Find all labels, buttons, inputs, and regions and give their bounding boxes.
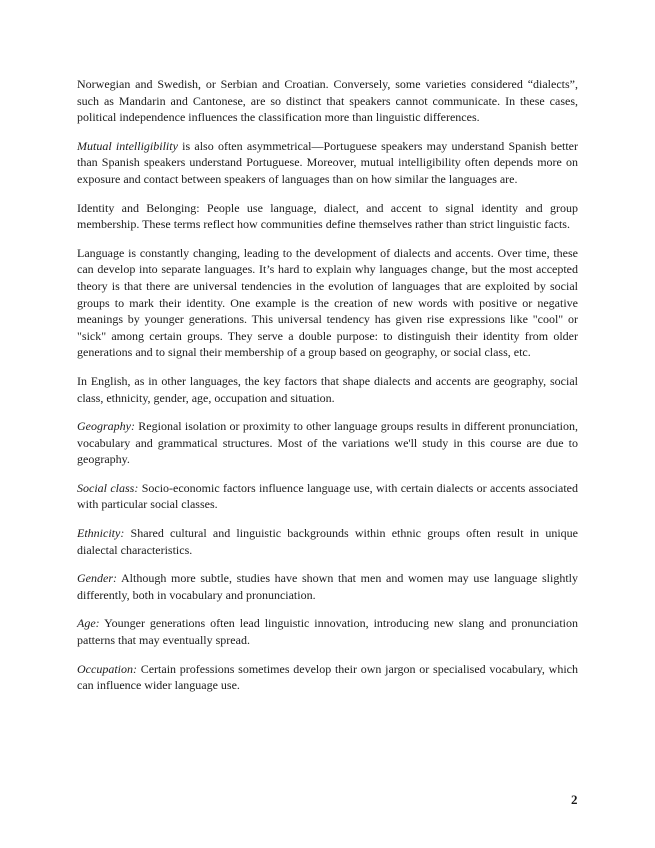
paragraph-continued-dialects — [77, 76, 578, 126]
term-label: Mutual intelligibility — [77, 138, 178, 153]
paragraph-gender — [77, 570, 578, 603]
term-label: Gender: — [77, 571, 117, 586]
paragraph-geography — [77, 418, 578, 468]
paragraph-mutual-intelligibility — [77, 138, 578, 188]
paragraph-ethnicity — [77, 525, 578, 558]
paragraph-text: Certain professions sometimes develop their own jargon or specialised vocabulary, which can influence wider language use. — [77, 661, 578, 693]
term-label: Occupation: — [77, 661, 137, 676]
paragraph-text: Although more subtle, studies have shown that men and women may use language slightly differently, both in vocabulary and pronunciation. — [77, 571, 578, 602]
page-number: 2 — [571, 792, 578, 807]
paragraph-text: In English, as in other languages, the key factors that shape dialects and accents are geography, social class, ethnicity, gender, age, occupation and situation. — [77, 373, 578, 405]
paragraph-social-class — [77, 480, 578, 513]
paragraph-text: Language is constantly changing, leading to the development of dialects and accents. Over time, these can develop into separate languages. It’s hard to explain why languages change, but the most accepted theory is that there are universal tendencies in the evolution of languages that are exploited by social groups to mark their identity. One example is the creation of new words with positive or negative meanings by younger generations. This universal tendency has given rise expressions like "cool" or "sick" among certain groups. They serve a double purpose: to distinguish their identity from older generations and to signal their membership of a group based on geography, or social class, etc. — [77, 245, 578, 360]
term-label: Ethnicity: — [77, 526, 125, 541]
paragraph-text: Norwegian and Swedish, or Serbian and Croatian. Conversely, some varieties considered “dialects”, such as Mandarin and Cantonese, are so distinct that speakers cannot communicate. In these cases, political independence influences the classification more than linguistic differences. — [77, 77, 578, 125]
term-label: Age: — [77, 616, 100, 631]
paragraph-identity-belonging — [77, 200, 578, 233]
paragraph-text: Younger generations often lead linguistic innovation, introducing new slang and pronunciation patterns that may eventually spread. — [77, 616, 578, 648]
paragraph-occupation — [77, 661, 578, 694]
term-label: Social class: — [77, 480, 139, 495]
paragraph-key-factors — [77, 373, 578, 406]
paragraph-text: Socio-economic factors influence language use, with certain dialects or accents associated with particular social classes. — [77, 480, 578, 512]
paragraph-text: is also often asymmetrical—Portuguese speakers may understand Spanish better than Spanish speakers understand Portuguese. Moreover, mutual intelligibility often depends more on exposure and contact between speakers of languages than on how similar the languages are. — [77, 138, 579, 186]
document-body — [77, 76, 578, 706]
paragraph-language-change — [77, 245, 578, 361]
term-label: Geography: — [77, 419, 135, 434]
paragraph-age — [77, 615, 578, 648]
paragraph-text: Regional isolation or proximity to other language groups results in different pronunciation, vocabulary and grammatical structures. Most of the variations we'll study in this course are due to geography. — [77, 419, 578, 467]
paragraph-text: Shared cultural and linguistic backgrounds within ethnic groups often result in unique dialectal characteristics. — [77, 526, 578, 557]
paragraph-text: Identity and Belonging: People use language, dialect, and accent to signal identity and group membership. These terms reflect how communities define themselves rather than strict linguistic facts. — [77, 200, 578, 232]
